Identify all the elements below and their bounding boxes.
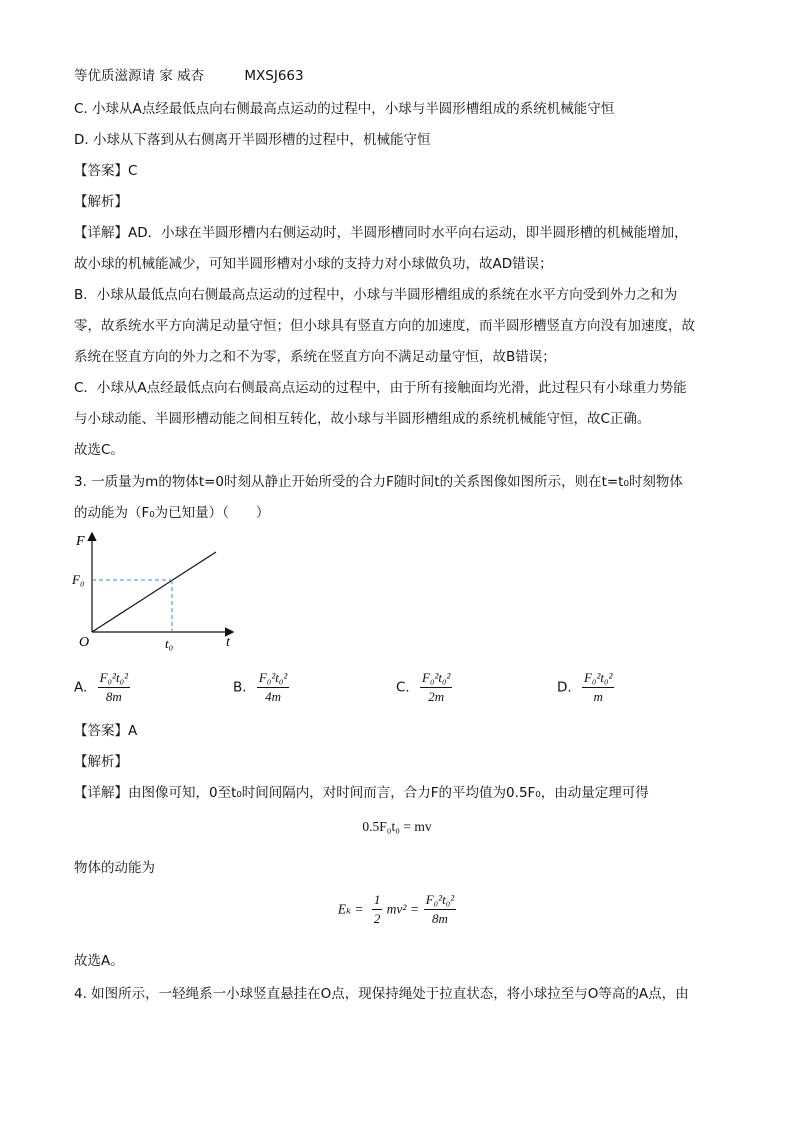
header-code: MXSJ663 (244, 68, 304, 84)
detail-1-line-2: 故小球的机械能减少，可知半圆形槽对小球的支持力对小球做负功，故AD错误； (74, 256, 553, 272)
option-b: B. $\frac{\text{F₀²t₀²}}{4m}$ (233, 670, 288, 704)
origin-label: O (79, 635, 90, 650)
choose-3: 故选A。 (74, 953, 124, 969)
option-d: D. $\frac{\text{F₀²t₀²}}{m}$ (557, 670, 613, 704)
mv-squared: mv² (386, 901, 407, 917)
f0-label: F₀ (72, 572, 85, 587)
detail-1-line-5: 系统在竖直方向的外力之和不为零，系统在竖直方向不满足动量守恒，故B错误； (74, 349, 556, 365)
ke-lhs: Eₖ = (337, 901, 364, 917)
detail-1-line-6: C．小球从A点经最低点向右侧最高点运动的过程中，由于所有接触面均光滑，此过程只有小球重力势能 (74, 380, 687, 396)
choose-1: 故选C。 (74, 442, 124, 458)
option-c-prev: C. 小球从A点经最低点向右侧最高点运动的过程中，小球与半圆形槽组成的系统机械能守恒 (74, 101, 615, 117)
header-text (74, 66, 304, 86)
option-d-fraction: $\frac{\text{F₀²t₀²}}{m}$ (583, 670, 613, 704)
answer-label-3: 【答案】A (74, 723, 138, 739)
detail-1-line-3: B．小球从最低点向右侧最高点运动的过程中，小球与半圆形槽组成的系统在水平方向受到外力之和为 (74, 287, 678, 303)
detail-3: 【详解】由图像可知，0至t₀时间间隔内，对时间而言，合力F的平均值为0.5F₀，由动量定理可得 (74, 785, 649, 801)
option-a-fraction: $\frac{\text{F₀²t₀²}}{8m}$ (99, 670, 128, 704)
force-line (92, 552, 216, 632)
answer-label-1: 【答案】C (74, 163, 138, 179)
analysis-label-3: 【解析】 (74, 754, 128, 770)
momentum-equation: 0.5F₀t₀ = mv (362, 819, 432, 834)
option-b-fraction: $\frac{\text{F₀²t₀²}}{4m}$ (258, 670, 288, 704)
option-a: A. $\frac{\text{F₀²t₀²}}{8m}$ (74, 670, 128, 704)
kinetic-energy-formula: Eₖ = $\frac{1}{2}$ mv² = $\frac{\text{F₀²t₀²}}{8m}$ (337, 892, 455, 926)
detail-1-line-1: 【详解】AD．小球在半圆形槽内右侧运动时，半圆形槽同时水平向右运动，即半圆形槽的机械能增加， (74, 225, 688, 241)
y-axis-label: F (76, 534, 85, 549)
ke-result-fraction: $\frac{\text{F₀²t₀²}}{8m}$ (425, 892, 455, 926)
force-time-graph (70, 528, 240, 653)
option-c: C. $\frac{\text{F₀²t₀²}}{2m}$ (396, 670, 451, 704)
x-axis-label: t (226, 635, 230, 650)
header-watermark: 等优质滋源请 家 威杏 (74, 68, 205, 84)
half-fraction: $\frac{1}{2}$ (373, 892, 381, 926)
question-4-line-1: 4. 如图所示，一轻绳系一小球竖直悬挂在O点，现保持绳处于拉直状态，将小球拉至与O等高的A点，由 (74, 986, 689, 1002)
question-3-line-2: 的动能为（F₀为已知量）（ ） (74, 505, 270, 521)
question-3-line-1: 3. 一质量为m的物体t=0时刻从静止开始所受的合力F随时间t的关系图像如图所示，则在t=t₀时刻物体 (74, 474, 683, 490)
detail-1-line-4: 零，故系统水平方向满足动量守恒；但小球具有竖直方向的加速度，而半圆形槽竖直方向没有加速度，故 (74, 318, 695, 334)
option-d-prev: D. 小球从下落到从右侧离开半圆形槽的过程中，机械能守恒 (74, 132, 431, 148)
t0-label: t₀ (165, 636, 174, 651)
detail-1-line-7: 与小球动能、半圆形槽动能之间相互转化，故小球与半圆形槽组成的系统机械能守恒，故C正确。 (74, 411, 651, 427)
option-c-fraction: $\frac{\text{F₀²t₀²}}{2m}$ (422, 670, 451, 704)
analysis-label-1: 【解析】 (74, 194, 128, 210)
kinetic-energy-intro: 物体的动能为 (74, 860, 155, 876)
